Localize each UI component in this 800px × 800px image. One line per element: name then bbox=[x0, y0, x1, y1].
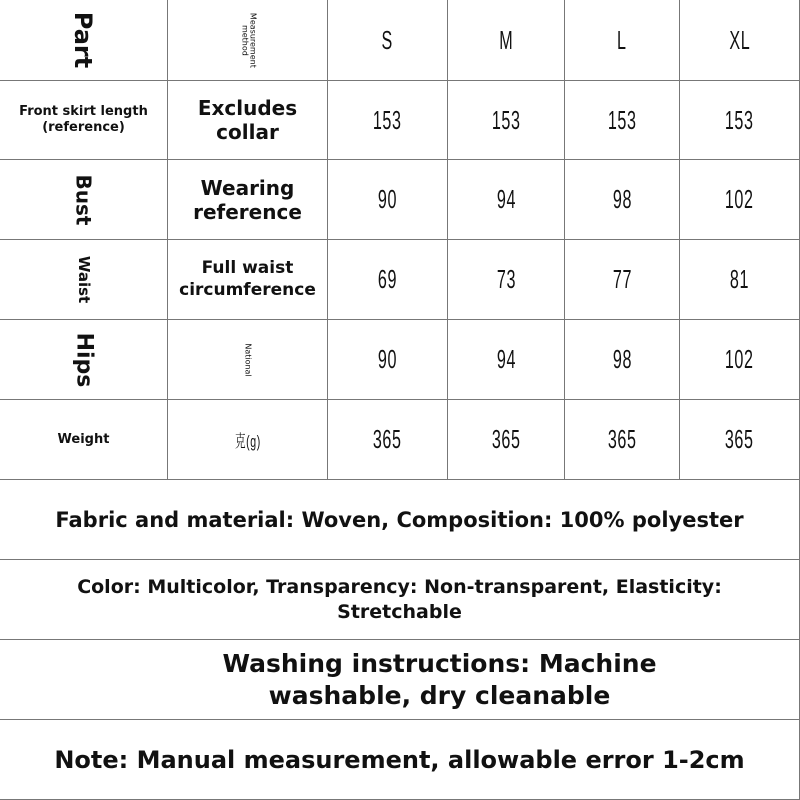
row-hips-part-label: Hips bbox=[71, 332, 97, 387]
row-waist-value-s-text: 69 bbox=[377, 264, 398, 294]
row-waist-value-l bbox=[565, 240, 680, 320]
row-skirt-part-cell bbox=[0, 81, 168, 160]
row-hips-value-s-text: 90 bbox=[377, 344, 398, 374]
row-hips-part-cell bbox=[0, 320, 168, 400]
header-method-label: Measurement method bbox=[239, 12, 257, 68]
row-skirt-method-label: Excludes collar bbox=[197, 96, 298, 144]
row-weight-value-xl bbox=[680, 400, 800, 480]
row-hips-value-m bbox=[448, 320, 565, 400]
header-size-m-cell bbox=[448, 0, 565, 81]
header-size-l: L bbox=[617, 24, 627, 55]
row-weight-value-xl-text: 365 bbox=[725, 424, 754, 454]
row-hips-value-xl bbox=[680, 320, 800, 400]
row-hips-method-cell bbox=[168, 320, 328, 400]
header-size-l-cell bbox=[565, 0, 680, 81]
row-waist-value-l-text: 77 bbox=[612, 264, 632, 294]
row-weight-part-cell bbox=[0, 400, 168, 480]
row-bust-value-xl bbox=[680, 160, 800, 240]
row-skirt-method-cell bbox=[168, 81, 328, 160]
row-weight-value-s bbox=[328, 400, 448, 480]
row-bust-method-cell bbox=[168, 160, 328, 240]
row-bust-part-label: Bust bbox=[71, 174, 96, 225]
row-waist-value-m bbox=[448, 240, 565, 320]
row-weight-method-cell bbox=[168, 400, 328, 480]
row-weight-value-l-text: 365 bbox=[607, 424, 637, 454]
header-size-s-cell bbox=[328, 0, 448, 81]
row-bust-value-l-text: 98 bbox=[612, 184, 632, 214]
row-bust-value-l bbox=[565, 160, 680, 240]
row-bust-value-xl-text: 102 bbox=[725, 184, 754, 214]
fabric-banner bbox=[0, 480, 800, 560]
header-part-cell bbox=[0, 0, 168, 81]
row-bust-value-m-text: 94 bbox=[496, 184, 516, 214]
row-skirt-value-m bbox=[448, 81, 565, 160]
row-skirt-value-s-text: 153 bbox=[373, 104, 402, 135]
row-bust-method-label: Wearing reference bbox=[193, 175, 302, 224]
row-waist-value-xl-text: 81 bbox=[729, 264, 750, 294]
row-skirt-part-label: Front skirt length (reference) bbox=[19, 103, 148, 135]
row-hips-value-l bbox=[565, 320, 680, 400]
row-weight-value-m-text: 365 bbox=[491, 424, 521, 454]
row-hips-value-s bbox=[328, 320, 448, 400]
header-size-xl-cell bbox=[680, 0, 800, 81]
row-waist-value-xl bbox=[680, 240, 800, 320]
row-weight-value-m bbox=[448, 400, 565, 480]
row-skirt-value-s bbox=[328, 81, 448, 160]
header-part-label: Part bbox=[69, 11, 98, 69]
row-bust-value-s bbox=[328, 160, 448, 240]
washing-text: Washing instructions: Machine washable, dry cleanable bbox=[222, 649, 657, 710]
header-size-s: S bbox=[381, 24, 394, 55]
row-waist-part-cell bbox=[0, 240, 168, 320]
washing-banner bbox=[0, 640, 800, 720]
row-hips-method-label: National bbox=[243, 342, 253, 377]
note-banner bbox=[0, 720, 800, 800]
color-text: Color: Multicolor, Transparency: Non-transparent, Elasticity: Stretchable bbox=[77, 575, 722, 623]
row-bust-part-cell bbox=[0, 160, 168, 240]
row-weight-value-s-text: 365 bbox=[373, 424, 402, 454]
row-waist-method-label: Full waist circumference bbox=[179, 258, 316, 300]
note-text: Note: Manual measurement, allowable error 1-2cm bbox=[54, 745, 745, 774]
header-method-cell bbox=[168, 0, 328, 81]
header-size-m: M bbox=[498, 24, 514, 55]
header-size-xl: XL bbox=[729, 24, 750, 55]
row-skirt-value-l-text: 153 bbox=[607, 104, 637, 135]
row-hips-value-xl-text: 102 bbox=[725, 344, 754, 374]
row-skirt-value-xl-text: 153 bbox=[725, 104, 754, 135]
row-bust-value-m bbox=[448, 160, 565, 240]
row-waist-value-m-text: 73 bbox=[496, 264, 516, 294]
color-banner bbox=[0, 560, 800, 640]
fabric-text: Fabric and material: Woven, Composition: 100% polyester bbox=[55, 507, 744, 532]
row-weight-part-label: Weight bbox=[57, 432, 110, 447]
row-waist-part-label: Waist bbox=[75, 255, 93, 304]
row-skirt-value-m-text: 153 bbox=[491, 104, 521, 135]
row-weight-method-label: 克(g) bbox=[234, 432, 261, 451]
row-waist-value-s bbox=[328, 240, 448, 320]
row-skirt-value-xl bbox=[680, 81, 800, 160]
row-skirt-value-l bbox=[565, 81, 680, 160]
row-hips-value-l-text: 98 bbox=[612, 344, 632, 374]
row-waist-method-cell bbox=[168, 240, 328, 320]
row-bust-value-s-text: 90 bbox=[377, 184, 398, 214]
row-weight-value-l bbox=[565, 400, 680, 480]
row-hips-value-m-text: 94 bbox=[496, 344, 516, 374]
